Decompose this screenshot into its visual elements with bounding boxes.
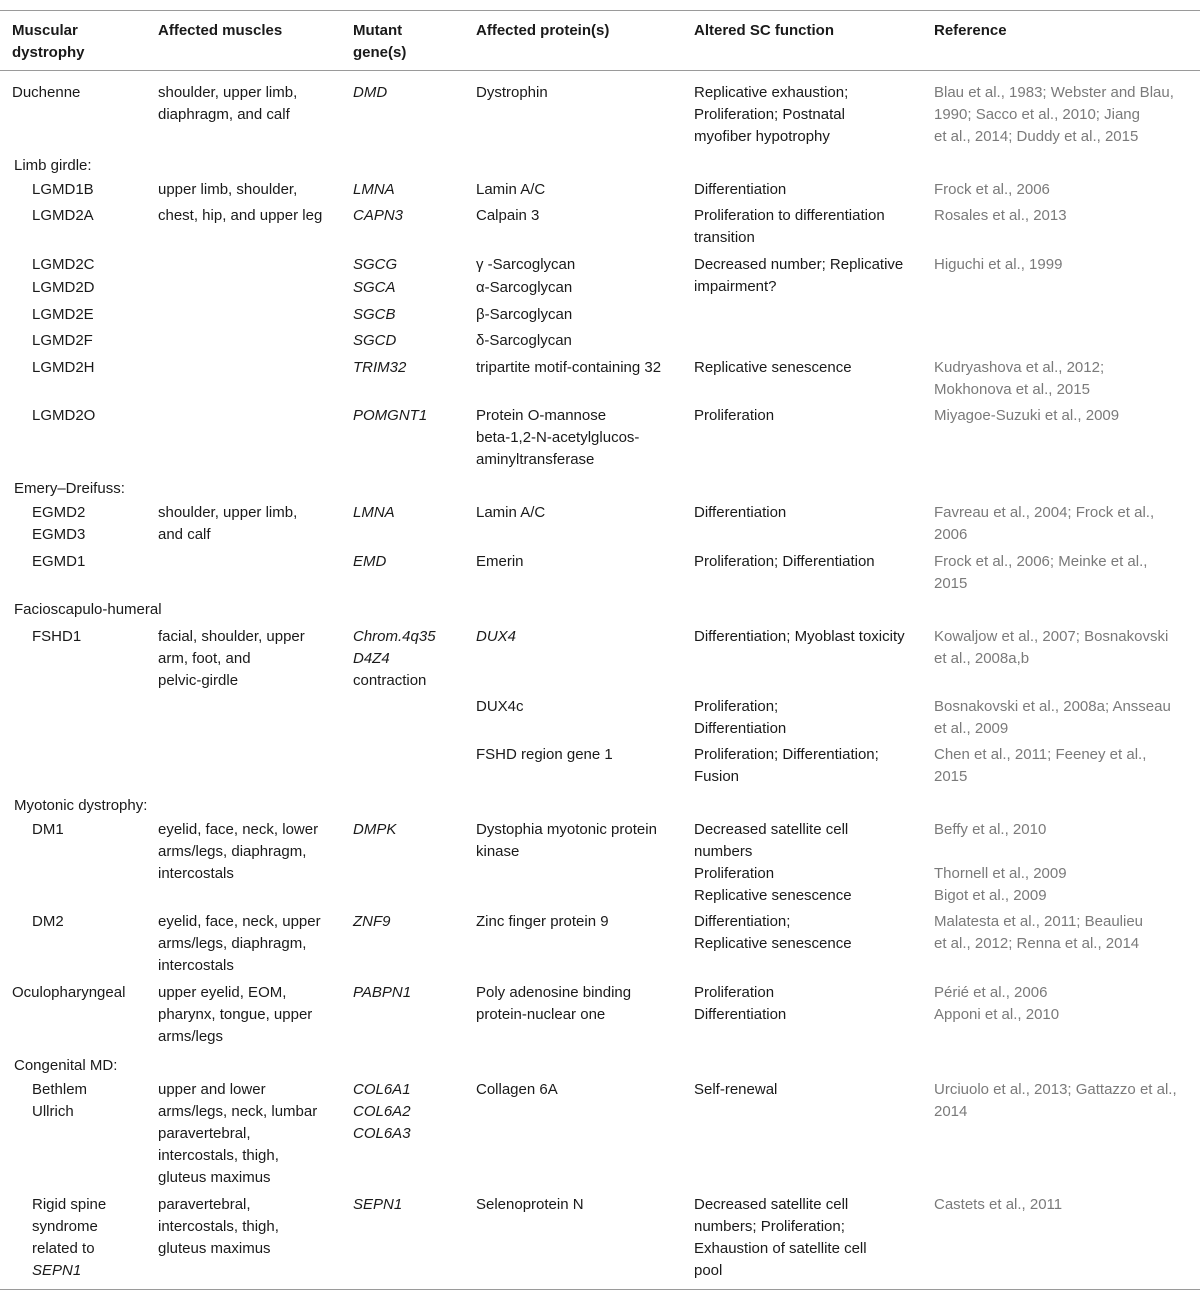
cell-gene-egmd1: EMD (353, 553, 387, 570)
cell-reference-lgmd2c: Higuchi et al., 1999 (934, 256, 1063, 273)
cell-function-lgmd2h: Replicative senescence (694, 359, 852, 376)
cell-function-lgmd1b: Differentiation (694, 181, 787, 198)
cell-gene-lgmd2a: CAPN3 (353, 207, 404, 224)
cell-protein-frg1: FSHD region gene 1 (476, 746, 613, 763)
cell-dystrophy-lgmd1b: LGMD1B (32, 181, 94, 198)
cell-reference-frg1: Chen et al., 2011; Feeney et al., 2015 (934, 746, 1147, 785)
cell-dystrophy-lgmd2f: LGMD2F (32, 332, 93, 349)
cell-reference-egmd1: Frock et al., 2006; Meinke et al., 2015 (934, 553, 1148, 592)
cell-gene-lgmd2e: SGCB (353, 306, 396, 323)
cell-gene-egmd2-egmd3: LMNA (353, 504, 395, 521)
cell-dystrophy-dm1: DM1 (32, 821, 64, 838)
cell-dystrophy-fshd1: FSHD1 (32, 628, 82, 645)
cell-dystrophy-lgmd2d: LGMD2D (32, 279, 95, 296)
cell-gene-rigid-spine: SEPN1 (353, 1196, 403, 1213)
header-altered-sc-function: Altered SC function (694, 22, 835, 39)
cell-function-duchenne: Replicative exhaustion; Proliferation; Postnatal myofiber hypotrophy (694, 84, 849, 145)
cell-gene-duchenne: DMD (353, 84, 388, 101)
cell-gene-lgmd1b: LMNA (353, 181, 395, 198)
cell-function-lgmd2c: Decreased number; Replicative impairment? (694, 256, 904, 295)
cell-gene-oculopharyngeal: PABPN1 (353, 984, 412, 1001)
cell-gene-lgmd2o: POMGNT1 (353, 407, 428, 424)
cell-dystrophy-egmd1: EGMD1 (32, 553, 86, 570)
cell-protein-oculopharyngeal: Poly adenosine binding protein-nuclear one (476, 984, 632, 1023)
cell-function-frg1: Proliferation; Differentiation; Fusion (694, 746, 879, 785)
cell-reference-bethlem-ullrich: Urciuolo et al., 2013; Gattazzo et al., 2014 (934, 1081, 1177, 1120)
header-reference: Reference (934, 22, 1007, 39)
cell-reference-rigid-spine: Castets et al., 2011 (934, 1196, 1063, 1213)
cell-function-egmd2-egmd3: Differentiation (694, 504, 787, 521)
cell-muscles-bethlem-ullrich: upper and lower arms/legs, neck, lumbar paravertebral, intercostals, thigh, gluteus maximus (158, 1081, 318, 1186)
cell-protein-lgmd2a: Calpain 3 (476, 207, 540, 224)
group-limb-girdle: Limb girdle: (14, 157, 92, 174)
header-mutant-genes: Mutant gene(s) (353, 22, 407, 61)
group-congenital-md: Congenital MD: (14, 1057, 118, 1074)
cell-protein-lgmd2f: δ-Sarcoglycan (476, 332, 572, 349)
cell-reference-lgmd2o: Miyagoe-Suzuki et al., 2009 (934, 407, 1120, 424)
cell-muscles-oculopharyngeal: upper eyelid, EOM, pharynx, tongue, upper arms/legs (158, 984, 313, 1045)
cell-gene-fshd1: Chrom.4q35 D4Z4 contraction (353, 628, 436, 689)
cell-protein-bethlem-ullrich: Collagen 6A (476, 1081, 558, 1098)
cell-function-dux4c: Proliferation; Differentiation (694, 698, 787, 737)
cell-protein-lgmd2h: tripartite motif-containing 32 (476, 359, 662, 376)
cell-dystrophy-egmd2-egmd3: EGMD2 EGMD3 (32, 504, 86, 543)
cell-muscles-egmd2-egmd3: shoulder, upper limb, and calf (158, 504, 298, 543)
cell-reference-lgmd2h: Kudryashova et al., 2012; Mokhonova et al., 2015 (934, 359, 1105, 398)
cell-protein-dux4c: DUX4c (476, 698, 524, 715)
cell-function-rigid-spine: Decreased satellite cell numbers; Proliferation; Exhaustion of satellite cell pool (694, 1196, 867, 1279)
cell-reference-lgmd2a: Rosales et al., 2013 (934, 207, 1067, 224)
cell-dystrophy-duchenne: Duchenne (12, 84, 81, 101)
cell-muscles-dm1: eyelid, face, neck, lower arms/legs, diaphragm, intercostals (158, 821, 319, 882)
cell-reference-dux4c: Bosnakovski et al., 2008a; Ansseau et al., 2009 (934, 698, 1171, 737)
cell-reference-oculopharyngeal: Périé et al., 2006 Apponi et al., 2010 (934, 984, 1060, 1023)
cell-muscles-fshd1: facial, shoulder, upper arm, foot, and pelvic-girdle (158, 628, 305, 689)
cell-function-oculopharyngeal: Proliferation Differentiation (694, 984, 787, 1023)
cell-reference-lgmd1b: Frock et al., 2006 (934, 181, 1050, 198)
cell-gene-dm1: DMPK (353, 821, 397, 838)
cell-muscles-duchenne: shoulder, upper limb, diaphragm, and calf (158, 84, 298, 123)
cell-protein-egmd1: Emerin (476, 553, 524, 570)
group-facioscapulo-humeral: Facioscapulo-humeral (14, 601, 162, 618)
cell-function-lgmd2a: Proliferation to differentiation transition (694, 207, 885, 246)
cell-dystrophy-bethlem-ullrich: Bethlem Ullrich (32, 1081, 88, 1120)
header-affected-muscles: Affected muscles (158, 22, 283, 39)
cell-function-lgmd2o: Proliferation (694, 407, 775, 424)
cell-reference-egmd2-egmd3: Favreau et al., 2004; Frock et al., 2006 (934, 504, 1155, 543)
cell-function-dm1: Decreased satellite cell numbers Proliferation Replicative senescence (694, 821, 852, 904)
header-muscular-dystrophy: Muscular dystrophy (12, 22, 85, 61)
cell-gene-bethlem-ullrich: COL6A1 COL6A2 COL6A3 (353, 1081, 411, 1142)
cell-gene-lgmd2h: TRIM32 (353, 359, 407, 376)
cell-function-egmd1: Proliferation; Differentiation (694, 553, 875, 570)
cell-dystrophy-lgmd2a: LGMD2A (32, 207, 94, 224)
cell-function-dm2: Differentiation; Replicative senescence (694, 913, 852, 952)
cell-protein-lgmd1b: Lamin A/C (476, 181, 546, 198)
cell-muscles-dm2: eyelid, face, neck, upper arms/legs, diaphragm, intercostals (158, 913, 321, 974)
cell-dystrophy-oculopharyngeal: Oculopharyngeal (12, 984, 126, 1001)
header-affected-proteins: Affected protein(s) (476, 22, 610, 39)
cell-function-bethlem-ullrich: Self-renewal (694, 1081, 778, 1098)
cell-gene-lgmd2f: SGCD (353, 332, 397, 349)
cell-protein-dm1: Dystophia myotonic protein kinase (476, 821, 657, 860)
cell-reference-fshd1: Kowaljow et al., 2007; Bosnakovski et al., 2008a,b (934, 628, 1169, 667)
cell-protein-lgmd2d: α-Sarcoglycan (476, 279, 573, 296)
cell-muscles-lgmd2a: chest, hip, and upper leg (158, 207, 323, 224)
cell-gene-dm2: ZNF9 (353, 913, 391, 930)
cell-protein-rigid-spine: Selenoprotein N (476, 1196, 584, 1213)
group-myotonic-dystrophy: Myotonic dystrophy: (14, 797, 148, 814)
cell-protein-dm2: Zinc finger protein 9 (476, 913, 609, 930)
cell-function-fshd1: Differentiation; Myoblast toxicity (694, 628, 905, 645)
cell-protein-lgmd2o: Protein O-mannose beta-1,2-N-acetylglucos- aminyltransferase (476, 407, 640, 468)
cell-dystrophy-lgmd2h: LGMD2H (32, 359, 95, 376)
cell-protein-duchenne: Dystrophin (476, 84, 548, 101)
cell-gene-lgmd2c: SGCG (353, 256, 398, 273)
cell-protein-lgmd2e: β-Sarcoglycan (476, 306, 573, 323)
cell-gene-lgmd2d: SGCA (353, 279, 396, 296)
group-emery-dreifuss: Emery–Dreifuss: (14, 480, 125, 497)
cell-reference-duchenne: Blau et al., 1983; Webster and Blau, 1990; Sacco et al., 2010; Jiang et al., 2014; Duddy et al., 2015 (934, 84, 1174, 145)
cell-protein-fshd1: DUX4 (476, 628, 517, 645)
cell-protein-egmd2-egmd3: Lamin A/C (476, 504, 546, 521)
cell-dystrophy-rigid-spine: Rigid spine syndrome related to SEPN1 (32, 1196, 107, 1279)
cell-reference-dm2: Malatesta et al., 2011; Beaulieu et al., 2012; Renna et al., 2014 (934, 913, 1144, 952)
cell-dystrophy-lgmd2o: LGMD2O (32, 407, 96, 424)
cell-dystrophy-lgmd2e: LGMD2E (32, 306, 94, 323)
cell-dystrophy-lgmd2c: LGMD2C (32, 256, 95, 273)
cell-muscles-lgmd1b: upper limb, shoulder, (158, 181, 298, 198)
cell-protein-lgmd2c: γ -Sarcoglycan (476, 256, 576, 273)
cell-dystrophy-dm2: DM2 (32, 913, 64, 930)
cell-muscles-rigid-spine: paravertebral, intercostals, thigh, gluteus maximus (158, 1196, 279, 1257)
cell-reference-dm1: Beffy et al., 2010 Thornell et al., 2009 Bigot et al., 2009 (934, 821, 1067, 904)
